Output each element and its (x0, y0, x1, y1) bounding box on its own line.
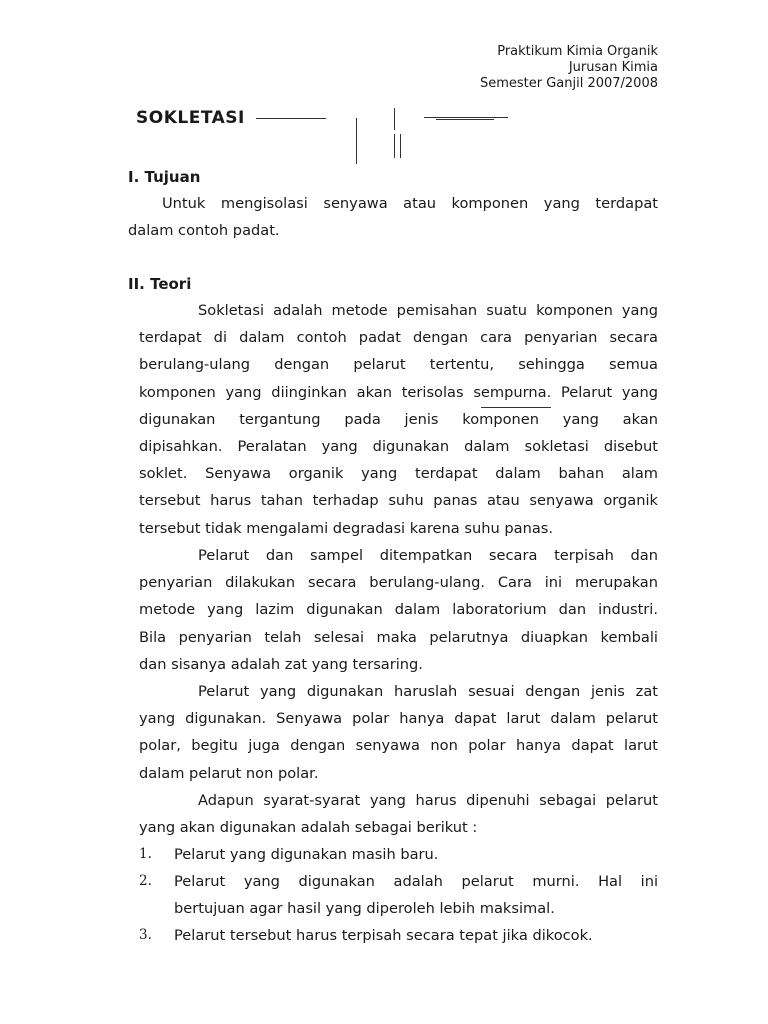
paragraph-line: soklet. Senyawa organik yang terdapat dalam bahan alam (139, 465, 658, 483)
decorative-line (394, 134, 395, 158)
paragraph-line: tersebut harus tahan terhadap suhu panas atau senyawa organik (139, 492, 658, 510)
decorative-line (436, 119, 494, 120)
header-course: Praktikum Kimia Organik (497, 44, 658, 59)
decorative-line (394, 108, 395, 130)
list-item-line: Pelarut yang digunakan masih baru. (174, 846, 439, 863)
paragraph-line: dan sisanya adalah zat yang tersaring. (139, 655, 423, 673)
header-department: Jurusan Kimia (568, 60, 658, 75)
paragraph-teori-4 (139, 787, 658, 841)
paragraph-line: digunakan tergantung pada jenis komponen yang akan (139, 410, 658, 428)
paragraph-line: yang digunakan. Senyawa polar hanya dapat larut dalam pelarut (139, 710, 658, 728)
list-number: 2. (139, 873, 152, 889)
section-heading-teori: II. Teori (128, 275, 192, 293)
decorative-line (356, 118, 357, 164)
section-heading-tujuan: I. Tujuan (128, 168, 201, 186)
paragraph-line: metode yang lazim digunakan dalam laboratorium dan industri. (139, 601, 658, 619)
paragraph-line: dalam pelarut non polar. (139, 764, 319, 782)
list-item-line: bertujuan agar hasil yang diperoleh lebih maksimal. (174, 900, 555, 918)
paragraph-line: komponen yang diinginkan akan terisolas sempurna. Pelarut yang (139, 383, 658, 401)
decorative-line (424, 117, 508, 118)
paragraph-line: tersebut tidak mengalami degradasi karena suhu panas. (139, 519, 553, 537)
paragraph-teori-2 (139, 542, 658, 678)
decorative-line (400, 134, 401, 158)
list-item-line: Pelarut tersebut harus terpisah secara tepat jika dikocok. (174, 927, 593, 944)
list-item (174, 841, 658, 868)
paragraph-line: Untuk mengisolasi senyawa atau komponen yang terdapat (162, 195, 658, 212)
document-title: SOKLETASI (136, 108, 245, 128)
list-item (174, 922, 658, 949)
document-header (480, 44, 658, 92)
paragraph-line: penyarian dilakukan secara berulang-ulang. Cara ini merupakan (139, 574, 658, 592)
list-number: 1. (139, 846, 152, 862)
list-item-line: Pelarut yang digunakan adalah pelarut murni. Hal ini (174, 873, 658, 890)
paragraph-teori-1 (139, 297, 658, 542)
list-number: 3. (139, 927, 152, 943)
paragraph-line: Sokletasi adalah metode pemisahan suatu komponen yang (198, 302, 658, 319)
list-item (174, 868, 658, 922)
paragraph-line: Pelarut dan sampel ditempatkan secara terpisah dan (198, 547, 658, 564)
paragraph-line: polar, begitu juga dengan senyawa non polar hanya dapat larut (139, 737, 658, 755)
paragraph-line: Bila penyarian telah selesai maka pelarutnya diuapkan kembali (139, 628, 658, 646)
header-semester: Semester Ganjil 2007/2008 (479, 76, 658, 91)
paragraph-line: dipisahkan. Peralatan yang digunakan dalam sokletasi disebut (139, 438, 658, 456)
paragraph-line: yang akan digunakan adalah sebagai berikut : (139, 819, 478, 837)
paragraph-line: terdapat di dalam contoh padat dengan cara penyarian secara (139, 329, 658, 347)
paragraph-tujuan (128, 190, 658, 244)
paragraph-line: Pelarut yang digunakan haruslah sesuai dengan jenis zat (198, 683, 658, 700)
paragraph-line: dalam contoh padat. (128, 222, 280, 240)
decorative-line (256, 118, 326, 119)
paragraph-line: berulang-ulang dengan pelarut tertentu, sehingga semua (139, 356, 658, 374)
paragraph-teori-3 (139, 678, 658, 787)
paragraph-line: Adapun syarat-syarat yang harus dipenuhi sebagai pelarut (198, 792, 658, 809)
